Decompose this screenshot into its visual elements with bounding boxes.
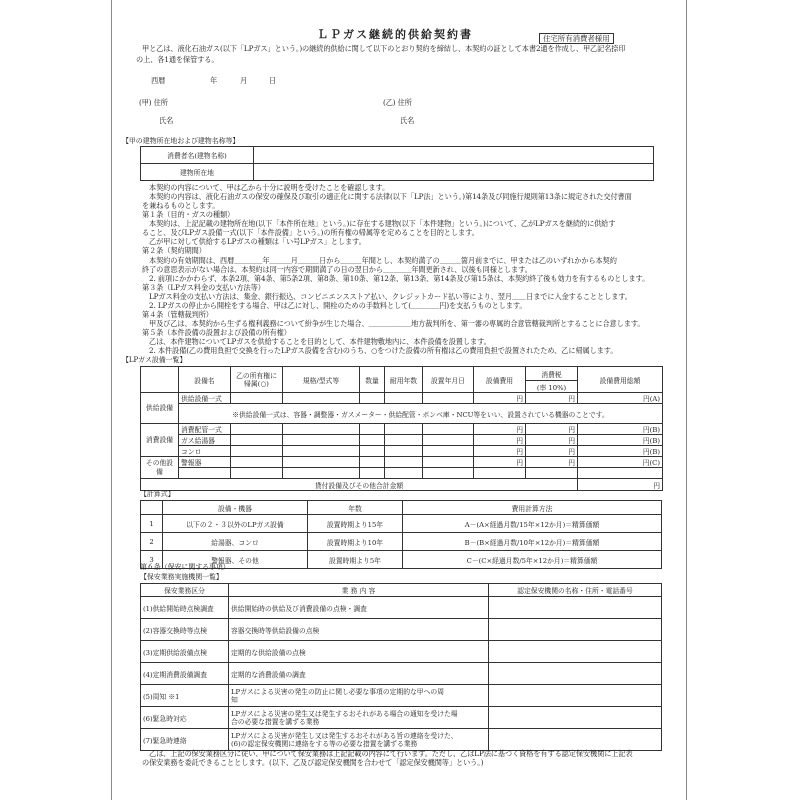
equipment-row-name: 警報器 [179, 457, 231, 468]
safety-content-line: LPガスによる災害の発生又は発生するおそれがある場合の通知を受けた場 [231, 709, 458, 718]
spec-cell[interactable] [283, 393, 360, 404]
quantity-cell[interactable] [360, 446, 385, 457]
safety-category: (3)定期供給設備点検 [141, 641, 229, 663]
consumer-type-stamp: 住宅所有消費者様用 [539, 33, 614, 44]
safety-content-line: (6)の認定保安機関に連絡をする等の必要な措置を講ずる業務 [231, 739, 418, 748]
col-install-date: 設置年月日 [423, 367, 474, 393]
col-lifetime: 耐用年数 [385, 367, 423, 393]
grand-total-cell: 円 [578, 479, 663, 491]
total-cell: 円(A) [578, 393, 663, 404]
tax-cell: 円 [526, 435, 578, 446]
col-spec: 規格/型式等 [283, 367, 360, 393]
quantity-cell[interactable] [360, 424, 385, 435]
intro-line-1: 甲と乙は、液化石油ガス(以下「LPガス」という。)の継続的供給に関して以下のとおり契約を締結し、本契約の証として本書2通を作成し、甲乙記名捺印 [142, 44, 626, 53]
calc-row-years: 設置時期より15年 [308, 515, 403, 533]
agency-cell[interactable] [489, 663, 662, 685]
calc-row-years: 設置時期より10年 [308, 533, 403, 551]
cost-cell: 円 [474, 424, 526, 435]
body-line: 本契約は、上記記載の建物所在地(以下「本件所在地」という。)に存在する建物(以下「本件建物」という。)について、乙がLPガスを継続的に供給す [149, 219, 616, 228]
equipment-row-name: コンロ [179, 446, 231, 457]
safety-table-heading: 【保安業務実施機関一覧】 [140, 573, 223, 581]
calc-row-method: C－(C×経過月数/5年×12か月)＝精算価額 [403, 551, 662, 569]
quantity-cell[interactable] [360, 457, 385, 468]
ownership-cell[interactable] [231, 457, 283, 468]
safety-content: 供給開始時の供給及び消費設備の点検・調査 [229, 597, 489, 619]
spec-cell[interactable] [283, 424, 360, 435]
safety-content-line: 知 [231, 695, 238, 704]
footer-line-1: 乙は、上記の保安業務区分に従い、甲について保安業務は上記記載の内容にて行います。ただし、乙はLP法に基づく資格を有する認定保安機関に上記表 [149, 749, 633, 758]
equipment-table [140, 366, 663, 491]
body-line: を兼ねるものとします。 [142, 201, 220, 210]
calc-row-method: A－(A×経過月数/15年×12か月)＝精算価額 [403, 515, 662, 533]
lifetime-cell[interactable] [385, 457, 423, 468]
calc-row-no: 2 [141, 533, 163, 551]
total-cell[interactable] [578, 468, 663, 479]
calc-corner [141, 501, 163, 515]
ownership-cell[interactable] [231, 446, 283, 457]
body-line: 甲及び乙は、本契約から生ずる権利義務について紛争が生じた場合、＿＿＿＿＿＿地方裁判所を、第一審の専属的合意管轄裁判所とすることに合意します。 [149, 319, 645, 328]
calc-row-item: 警報器、その他 [163, 551, 308, 569]
safety-content-line: 合の必要な措置を講ずる業務 [231, 717, 320, 726]
safety-content: 定期的な供給設備の点検 [229, 641, 489, 663]
tax-cell: 円 [526, 457, 578, 468]
building-address-label: 建物所在地 [141, 164, 254, 181]
date-cell[interactable] [423, 424, 474, 435]
equipment-heading: 【LPガス設備一覧】 [122, 356, 187, 364]
body-line: 本契約の内容は、液化石油ガスの保安の確保及び取引の適正化に関する法律(以下「LP法」という。)第14条及び同施行規則第13条に規定された交付書面 [149, 192, 632, 201]
body-line: ること、及びLPガス設備一式(以下「本件設備」という。)の所有権の帰属等を定めることを目的とします。 [142, 228, 479, 237]
safety-category: (1)供給開始時点検調査 [141, 597, 229, 619]
safety-col-agency: 認定保安機関の名称・住所・電話番号 [489, 584, 662, 597]
date-cell[interactable] [423, 457, 474, 468]
total-label: 貸付設備及びその他合計金額 [141, 479, 578, 491]
article-heading: 第３条（LPガス料金の支払い方法等） [142, 283, 265, 292]
safety-col-category: 保安業務区分 [141, 584, 229, 597]
footer-line-2: の保安業務を委託できることとします。(以下、乙及び認定保安機関を合わせて「認定保安機関等」という。) [142, 758, 484, 767]
safety-table [140, 583, 662, 751]
safety-content [229, 707, 489, 729]
lifetime-cell[interactable] [385, 468, 423, 479]
spec-cell[interactable] [283, 457, 360, 468]
tax-cell: 円 [526, 424, 578, 435]
safety-category: (5)周知 ※1 [141, 685, 229, 707]
group-other: その他設備 [141, 457, 179, 479]
consumer-name-label: 消費者名(建物名称) [141, 147, 254, 164]
calc-table [140, 500, 662, 569]
party-b-address: (乙) 住所 [383, 98, 412, 107]
body-line: 2. 本件設備(乙の費用負担で交換を行ったLPガス設備を含む)のうち、○をつけた設備の所有権は乙の費用負担で設置されたため、乙に帰属します。 [149, 346, 618, 355]
date-cell[interactable] [423, 468, 474, 479]
spec-cell[interactable] [283, 435, 360, 446]
body-line: 本契約の有効期間は、西暦＿＿＿＿年＿＿＿月＿＿＿日から＿＿＿年間とし、本契約満了の＿＿＿箇月前までに、甲または乙のいずれかから本契約 [149, 256, 617, 265]
building-table [140, 146, 654, 181]
col-cost: 設備費用 [474, 367, 526, 393]
body-line: LPガス料金の支払い方法は、集金、銀行振込、コンビニエンスストア払い、クレジットカード払い等により、翌月＿＿日までに入金することとします。 [149, 292, 632, 301]
contract-page [111, 0, 687, 800]
tax-cell[interactable] [526, 468, 578, 479]
calc-row-item: 以下の２・３以外のLPガス設備 [163, 515, 308, 533]
date-month: 月 [240, 76, 248, 85]
lifetime-cell[interactable] [385, 446, 423, 457]
lifetime-cell[interactable] [385, 393, 423, 404]
safety-content: 定期的な消費設備の調査 [229, 663, 489, 685]
party-a-address: (甲) 住所 [139, 98, 168, 107]
article-6-heading: 第６条（保安に関する事項） [140, 563, 230, 571]
cost-cell: 円 [474, 393, 526, 404]
agency-cell[interactable] [489, 641, 662, 663]
body-line: 乙が甲に対して供給するLPガスの種類は「い号LPガス」とします。 [149, 237, 366, 246]
equipment-row-name[interactable] [179, 468, 231, 479]
ownership-cell[interactable] [231, 468, 283, 479]
party-a-name: 氏名 [159, 116, 174, 125]
safety-category: (6)緊急時対応 [141, 707, 229, 729]
safety-content-line: LPガスによる災害の発生の防止に関し必要な事項の定期的な甲への周 [231, 687, 444, 696]
agency-cell[interactable] [489, 685, 662, 707]
quantity-cell[interactable] [360, 393, 385, 404]
tax-cell: 円 [526, 393, 578, 404]
col-tax-rate: (率 10%) [526, 381, 578, 393]
party-b-name: 氏名 [400, 116, 415, 125]
date-year: 年 [210, 76, 218, 85]
col-equipment-name: 設備名 [179, 367, 231, 393]
cost-cell[interactable] [474, 468, 526, 479]
group-supply: 供給設備 [141, 393, 179, 424]
page-title: ＬＰガス継続的供給契約書 [317, 28, 473, 41]
calc-col-item: 設備・機器 [163, 501, 308, 515]
calc-row-no: 1 [141, 515, 163, 533]
calc-col-years: 年数 [308, 501, 403, 515]
safety-col-content: 業 務 内 容 [229, 584, 489, 597]
safety-content-line: LPガスによる災害が発生し又は発生するおそれがある旨の連絡を受けた、 [231, 731, 458, 740]
safety-content [229, 685, 489, 707]
equipment-corner [141, 367, 179, 393]
tax-cell: 円 [526, 446, 578, 457]
total-cell: 円(C) [578, 457, 663, 468]
safety-category: (2)容器交換時等点検 [141, 619, 229, 641]
equipment-row-name: ガス給湯器 [179, 435, 231, 446]
spec-cell[interactable] [283, 468, 360, 479]
col-ownership: 乙の所有権に帰属(○) [231, 367, 283, 393]
cost-cell: 円 [474, 457, 526, 468]
equipment-row-name: 消費配管一式 [179, 424, 231, 435]
quantity-cell[interactable] [360, 435, 385, 446]
cost-cell: 円 [474, 435, 526, 446]
col-quantity: 数量 [360, 367, 385, 393]
lifetime-cell[interactable] [385, 424, 423, 435]
date-day: 日 [269, 76, 277, 85]
agency-cell[interactable] [489, 597, 662, 619]
group-consume: 消費設備 [141, 424, 179, 457]
building-section-heading: 【甲の建物所在地および建物名称等】 [122, 137, 240, 145]
cost-cell: 円 [474, 446, 526, 457]
date-cell[interactable] [423, 393, 474, 404]
date-cell[interactable] [423, 446, 474, 457]
date-cell[interactable] [423, 435, 474, 446]
supply-note: ※供給設備一式は、容器・調整器・ガスメーター・供給配管・ボンベ庫・NCU等をいい、設置されている機器のことです。 [179, 404, 663, 424]
equipment-row-name: 供給設備一式 [179, 393, 231, 404]
lifetime-cell[interactable] [385, 435, 423, 446]
article-heading: 第２条（契約期間） [142, 246, 206, 255]
agency-cell[interactable] [489, 619, 662, 641]
calc-row-method: B－(B×経過月数/10年×12か月)＝精算価額 [403, 533, 662, 551]
ownership-cell[interactable] [231, 435, 283, 446]
building-address-field[interactable] [254, 164, 654, 181]
ownership-cell[interactable] [231, 424, 283, 435]
total-cell: 円(B) [578, 446, 663, 457]
body-line: 2. 前項にかかわらず、本条2項、第4条、第5条2項、第8条、第10条、第12条、第13条、第14条及び第15条は、本契約終了後も効力を有するものとします。 [149, 274, 650, 283]
article-heading: 第１条（目的・ガスの種類） [142, 210, 235, 219]
col-tax: 消費税 [526, 367, 578, 381]
calc-row-item: 給湯器、コンロ [163, 533, 308, 551]
safety-content: 容器交換時等供給設備の点検 [229, 619, 489, 641]
calc-heading: 【計算式】 [140, 490, 175, 498]
safety-category: (4)定期消費設備調査 [141, 663, 229, 685]
calc-row-no: 3 [141, 551, 163, 569]
body-line: 乙は、本件建物についてLPガスを供給することを目的として、本件建物敷地内に、本件設備を設置します。 [149, 337, 491, 346]
agency-cell[interactable] [489, 707, 662, 729]
calc-row-years: 設置時期より5年 [308, 551, 403, 569]
body-line: 終了の意思表示がない場合は、本契約は同一内容で期間満了の日の翌日から＿＿＿＿年間更新され、以後も同様とします。 [142, 265, 532, 274]
quantity-cell[interactable] [360, 468, 385, 479]
date-era: 西暦 [151, 76, 166, 85]
ownership-cell[interactable] [231, 393, 283, 404]
safety-category: (7)緊急時連絡 [141, 729, 229, 751]
article-heading: 第５条（本件設備の設置および設備の所有権） [142, 328, 291, 337]
article-heading: 第４条（管轄裁判所） [142, 310, 213, 319]
col-total: 設備費用総額 [578, 367, 663, 393]
intro-line-2: の上、各1通を保管する。 [136, 55, 219, 64]
agency-cell[interactable] [489, 729, 662, 751]
consumer-name-field[interactable] [254, 147, 654, 164]
total-cell: 円(B) [578, 435, 663, 446]
spec-cell[interactable] [283, 446, 360, 457]
safety-content [229, 729, 489, 751]
calc-col-method: 費用計算方法 [403, 501, 662, 515]
body-line: 本契約の内容について、甲は乙から十分に説明を受けたことを確認します。 [149, 183, 390, 192]
total-cell: 円(B) [578, 424, 663, 435]
body-line: 2. LPガスの停止から開栓をする場合、甲は乙に対し、開栓のための手数料として(＿＿＿＿円)を支払うものとします。 [149, 301, 527, 310]
